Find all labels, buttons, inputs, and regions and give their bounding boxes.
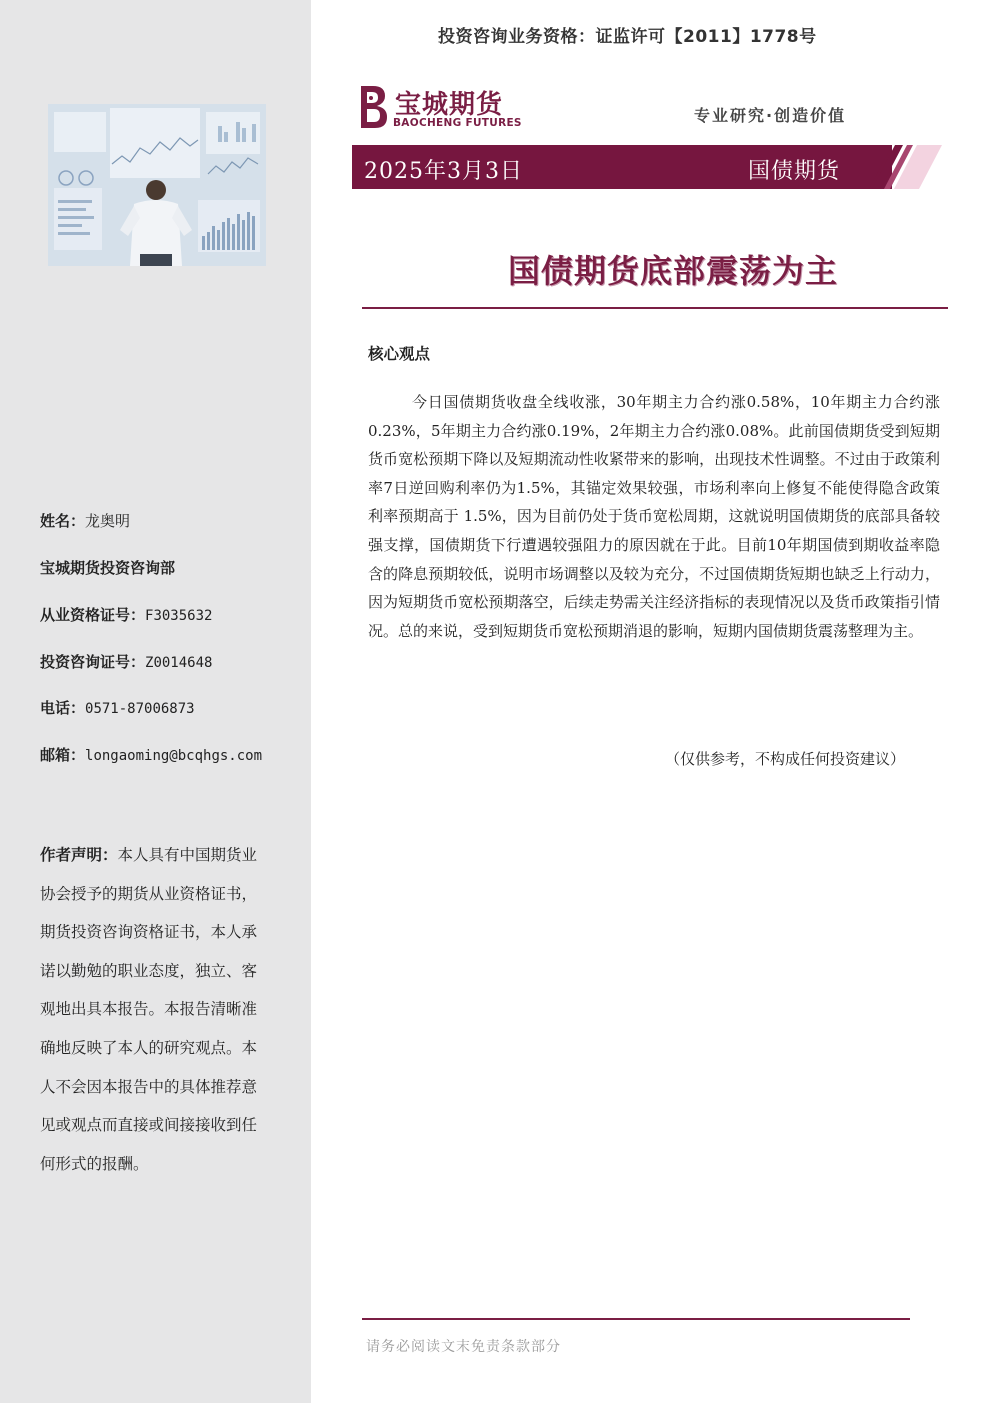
author-name-label: 姓名： — [40, 512, 86, 530]
date-banner — [352, 145, 942, 189]
email-value[interactable]: longaoming@bcqhgs.com — [85, 748, 263, 764]
advisory-label: 投资咨询证号： — [40, 653, 146, 671]
logo-mark-icon — [355, 84, 389, 130]
author-name-value: 龙奥明 — [85, 512, 131, 530]
phone-value: 0571-87006873 — [85, 701, 195, 717]
title-divider — [362, 307, 948, 309]
email-label: 邮箱： — [40, 746, 86, 764]
phone-label: 电话： — [40, 699, 86, 717]
license-line: 投资咨询业务资格：证监许可【2011】1778号 — [438, 27, 817, 47]
logo-english-name: BAOCHENG FUTURES — [393, 117, 522, 129]
declaration-text: 本人具有中国期货业协会授予的期货从业资格证书，期货投资咨询资格证书，本人承诺以勤勉的职业态度，独立、客观地出具本报告。本报告清晰准确地反映了本人的研究观点。本人不会因本报告中的具体推荐意见或观点而直接或间接接收到任何形式的报酬。 — [40, 846, 258, 1173]
report-category: 国债期货 — [748, 159, 841, 184]
slogan: 专业研究·创造价值 — [694, 106, 847, 125]
company-logo — [355, 84, 525, 134]
phone — [40, 697, 195, 718]
logo-chinese-name: 宝城期货 — [395, 90, 504, 120]
banner-stripes-icon — [857, 145, 942, 189]
advisory-value: Z0014648 — [145, 655, 213, 671]
investment-disclaimer: （仅供参考，不构成任何投资建议） — [665, 750, 906, 768]
report-title: 国债期货底部震荡为主 — [508, 252, 839, 290]
qualification-value: F3035632 — [145, 608, 213, 624]
declaration-label: 作者声明： — [40, 846, 118, 864]
core-view-paragraph: 今日国债期货收盘全线收涨，30年期主力合约涨0.58%，10年期主力合约涨0.23%，5年期主力合约涨0.19%，2年期主力合约涨0.08%。此前国债期货受到短期货币宽松预期下降以及短期流动性收紧带来的影响，出现技术性调整。不过由于政策利率7日逆回购利率仍为1.5%，其锚定效果较强，市场利率向上修复不能使得隐含政策利率预期高于 1.5%，因为目前仍处于货币宽松周期，这就说明国债期货的底部具备较强支撑，国债期货下行遭遇较强阻力的原因就在于此。目前10年期国债到期收益率隐含的降息预期较低，说明市场调整以及较为充分，不过国债期货短期也缺乏上行动力，因为短期货币宽松预期落空，后续走势需关注经济指标的表现情况以及货币政策指引情况。总的来说，受到短期货币宽松预期消退的影响，短期内国债期货震荡整理为主。 — [368, 393, 940, 640]
footer-divider — [362, 1318, 910, 1320]
advisory-number — [40, 651, 212, 672]
report-date: 2025年3月3日 — [364, 159, 523, 184]
qualification-number — [40, 604, 212, 625]
section-heading: 核心观点 — [368, 345, 431, 363]
author-declaration — [40, 836, 272, 1183]
department — [40, 557, 175, 578]
department-label: 宝城期货投资咨询部 — [40, 559, 176, 577]
sidebar — [0, 0, 311, 1403]
qualification-label: 从业资格证号： — [40, 606, 146, 624]
analyst-hero-image — [48, 104, 266, 266]
footer-note: 请务必阅读文末免责条款部分 — [366, 1339, 561, 1355]
email — [40, 744, 262, 765]
author-name — [40, 510, 130, 531]
